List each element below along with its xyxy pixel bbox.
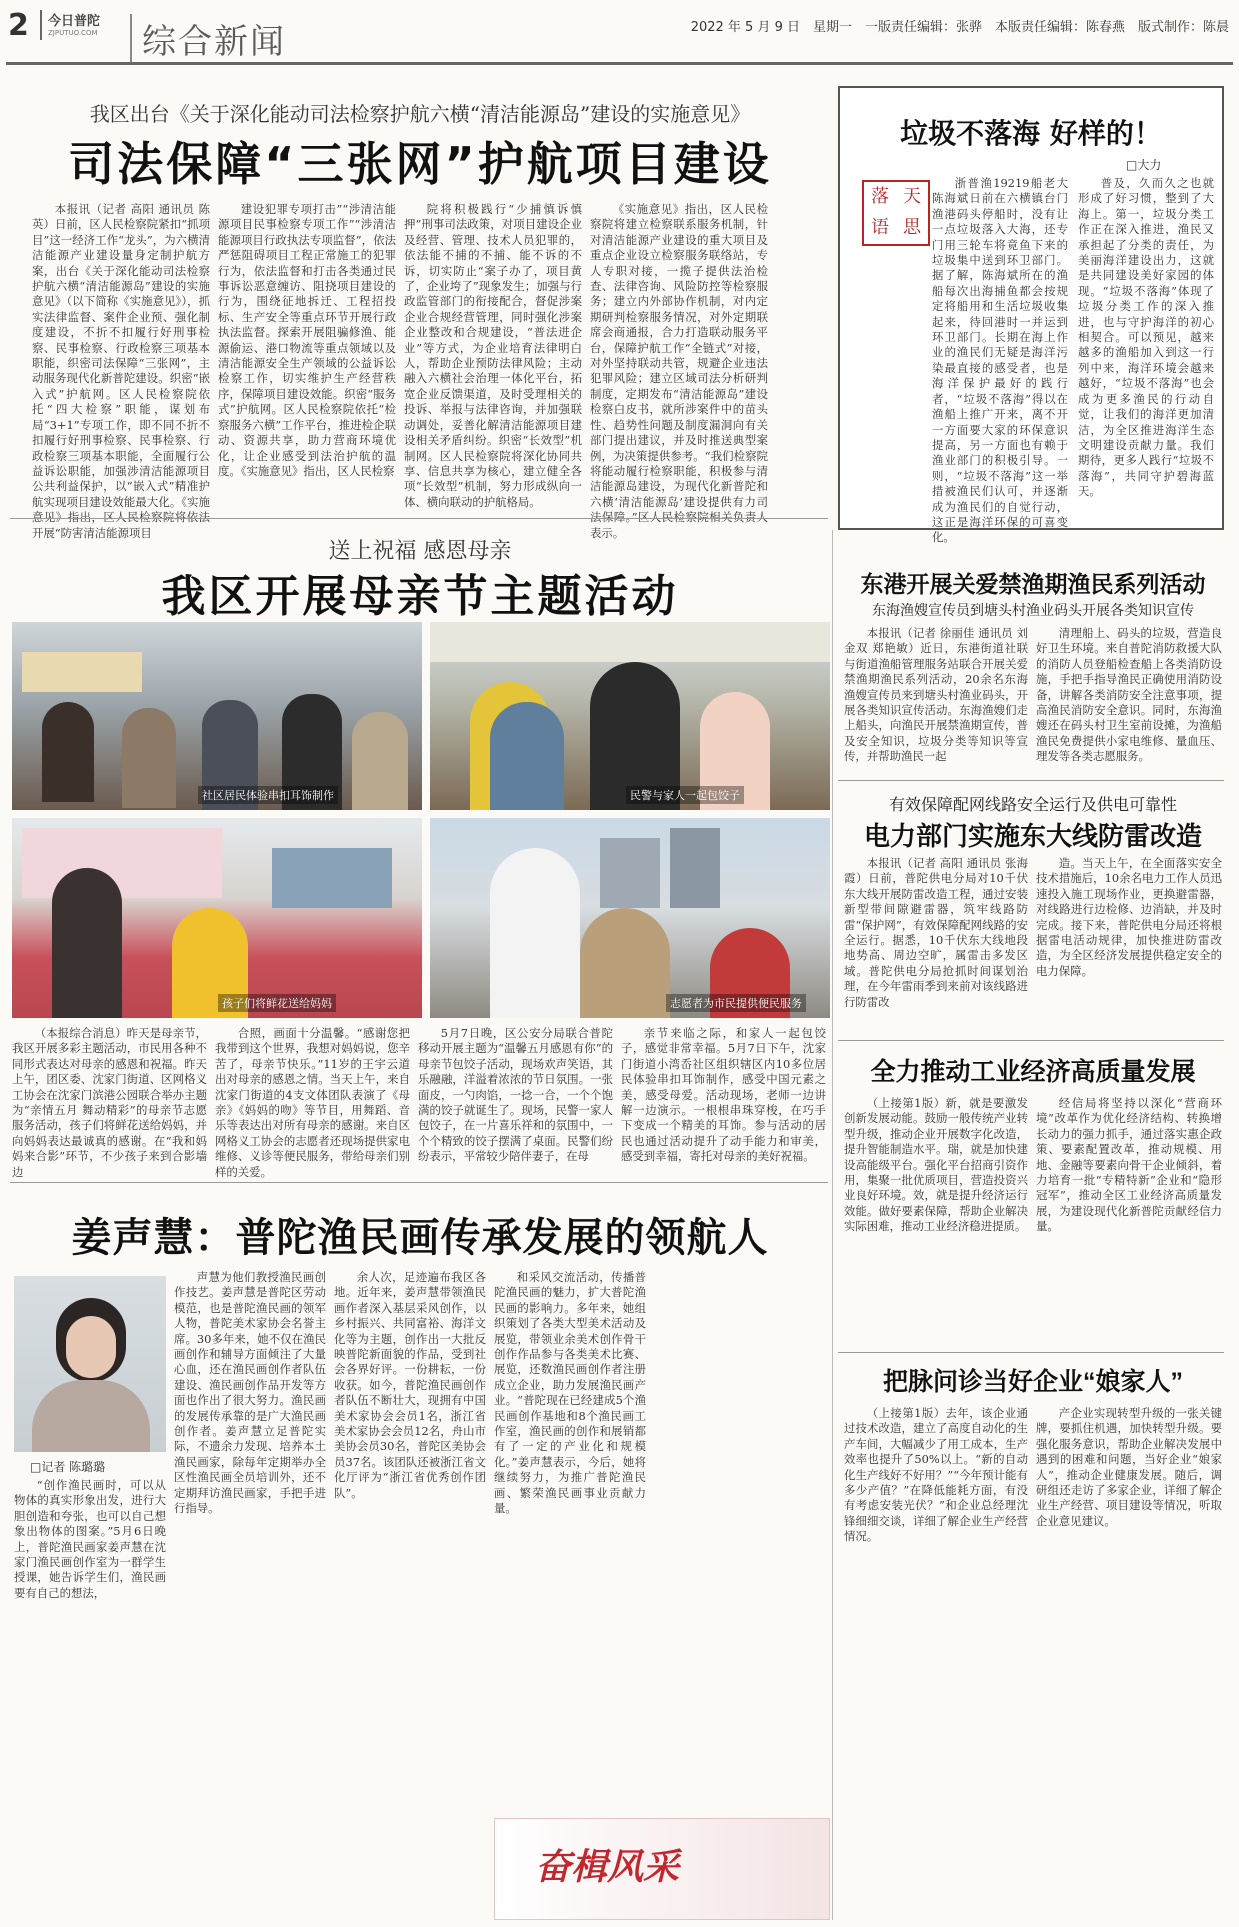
- mother-column-2: 合照，画面十分温馨。“感谢您把我带到这个世界，我想对妈妈说，您辛苦了，母亲节快乐。”11岁的王宇云道出对母亲的感恩之情。当天上午，来自沈家门街道的4支文体团队表演了《母亲》《妈妈的吻》等节目，用舞蹈、音乐等表达出对所有母亲的感谢。来自区网格义工协会的志愿者还现场提供家电维修、义诊等便民服务，带给母亲们别样的关爱。: [215, 1026, 410, 1179]
- donggang-column-2: 清理船上、码头的垃圾，营造良好卫生环境。来自普陀消防救援大队的消防人员登船检查船上各类消防设施，手把手指导渔民正确使用消防设备，讲解各类消防安全注意事项，提高渔民消防安全意识。同时，东海渔嫂还在码头村卫生室前设摊，为渔船渔民免费提供小家电维修、量血压、理发等各类志愿服务。: [1036, 626, 1222, 764]
- photo-flowers: [12, 818, 422, 1018]
- donggang-subhead: 东海渔嫂宣传员到塘头村渔业码头开展各类知识宣传: [872, 603, 1194, 619]
- stamp-char: 语: [871, 217, 889, 238]
- niangjia-column-2: 产企业实现转型升级的一张关键牌，要抓住机遇，加快转型升级。要强化服务意识，帮助企业解决发展中遇到的困难和问题，当好企业“娘家人”，推动企业健康发展。随后，调研组还走访了多家企业，详细了解企业生产经营、项目建设等情况，听取企业意见建议。: [1036, 1406, 1222, 1528]
- section-name: 综合新闻: [130, 14, 286, 63]
- section-divider: [10, 518, 828, 519]
- mother-column-4: 亲节来临之际，和家人一起包饺子，感觉非常幸福。5月7日下午，沈家门街道小湾岙社区组织辖区内10多位居民体验串扣耳饰制作，感受中国元素之美，感受母爱。活动现场，老师一边讲解一边演示。一根根串珠穿梭，在巧手下变成一个精美的耳饰。参与活动的居民也通过活动提升了动手能力和审美，感受到幸福，寄托对母亲的美好祝福。: [621, 1026, 826, 1164]
- lead-column-2: 建设犯罪专项打击”“涉清洁能源项目民事检察专项工作”“涉清洁能源项目行政执法专项监督”，依法严惩阻碍项目工程正常施工的犯罪行为，依法监督和打击各类通过民事诉讼恶意缠访、阻挠项目建设的行为，围绕征地拆迁、工程招投标、生产安全等重点环节开展行政执法监督。探索开展阻骗修渔、能源偷运、港口物流等重点领域以及清洁能源安全生产领域的公益诉讼检察工作，切实维护生产经营秩序，保障项目建设效能。织密“服务式”护航网。区人民检察院依托“检察服务六横”工作平台，推进检企联动、资源共享，助力营商环境优化，让企业感受到法治护航的温度。《实施意见》指出，区人民检察: [218, 202, 396, 478]
- mother-headline: 我区开展母亲节主题活动: [161, 571, 679, 622]
- column-stamp-box: [494, 1818, 830, 1920]
- jiang-column-2: 声慧为他们教授渔民画创作技艺。姜声慧是普陀区劳动模范，也是普陀渔民画的领军人物，普陀美术家协会名誉主席。30多年来，她不仅在渔民画创作和辅导方面倾注了大量心血，还在渔民画创作者队伍建设、渔民画创作品开发等方面也作出了很大努力。渔民画的发展传承靠的是广大渔民画创作者。姜声慧立足普陀实际，不遗余力发现、培养本土渔民画家，除每年定期举办全区性渔民画全员培训外，还不定期拜访渔民画家，手把手进行指导。: [174, 1270, 326, 1516]
- jiang-byline: □记者 陈璐璐: [30, 1460, 106, 1474]
- industry-column-1: （上接第1版）新，就是要激发创新发展动能。鼓励一般传统产业转型升级，推动企业开展数字化改造，提升智能制造水平。瑞，就是加快建设高能级平台。强化平台招商引资作用，集聚一批优质项目，营造投资兴业良好环境。效，就是提升经济运行效能。做好要素保障，帮助企业解决实际困难，推动工业经济稳进提质。: [844, 1096, 1028, 1234]
- section-divider: [838, 1040, 1224, 1041]
- lead-headline: 司法保障“三张网”护航项目建设: [68, 137, 772, 191]
- photo-caption: 孩子们将鲜花送给妈妈: [218, 994, 336, 1012]
- donggang-headline: 东港开展关爱禁渔期渔民系列活动: [860, 571, 1206, 597]
- paper-logo: [40, 10, 116, 40]
- power-column-2: 造。当天上午，在全面落实安全技术措施后，10余名电力工作人员迅速投入施工现场作业，更换避雷器，对线路进行边检修、边消缺，并及时完成。接下来，普陀供电分局还将根据雷电活动规律，加快推进防雷改造，为全区经济发展提供稳定安全的电力保障。: [1036, 856, 1222, 978]
- lead-kicker: 我区出台《关于深化能动司法检察护航六横“清洁能源岛”建设的实施意见》: [89, 102, 751, 126]
- power-column-1: 本报讯（记者 高阳 通讯员 张海霞）日前，普陀供电分局对10千伏东大线开展防雷改造工程，通过安装新型带间隙避雷器，筑牢线路防雷“保护网”，有效保障配网线路的安全运行。据悉，10千伏东大线地段地势高、周边空旷，属雷击多发区域。普陀供电分局抢抓时间谋划治理，在今年雷雨季到来前对该线路进行防雷改: [844, 856, 1028, 1009]
- page-number: 2: [8, 8, 29, 43]
- mother-column-1: （本报综合消息）昨天是母亲节，我区开展多彩主题活动，市民用各种不同形式表达对母亲的感恩和祝福。昨天上午，团区委、沈家门街道、区网格义工协会在沈家门滨港公园联合举办主题为“亲情五月 舞动精彩”的母亲节志愿服务活动，孩子们将鲜花送给妈妈，并向妈妈表达最诚真的感谢。在“我和妈妈来合影”环节，不少孩子来到合影墙边: [12, 1026, 207, 1179]
- industry-headline: 全力推动工业经济高质量发展: [870, 1058, 1196, 1086]
- power-kicker: 有效保障配网线路安全运行及供电可靠性: [888, 795, 1177, 814]
- section-divider: [838, 1352, 1224, 1353]
- lead-column-1: 本报讯（记者 高阳 通讯员 陈英）日前，区人民检察院紧扣“抓项目”这一经济工作“龙头”，为六横清洁能源产业建设量身定制护航方案，出台《关于深化能动司法检察护航六横“清洁能源岛”建设的实施意见》（以下简称《实施意见》），抓实法律监督、案件企业预、强化制度建设，不折不扣履行好刑事检察、民事检察、行政检察三项基本职能，织密司法保障“三张网”，主动服务现代化新普陀建设。织密“嵌入式”护航网。区人民检察院依托“四大检察”职能，谋划布局“3+1”专项工作，即不同不折不扣履行好刑事检察、民事检察、行政检察三项基本职能，全面履行公益诉讼职能，加强涉清洁能源项目公共利益保护，以“嵌入式”精准护航实现项目建设效能最大化。《实施 开展“防害清洁能源项目: [32, 202, 210, 540]
- photo-caption: 社区居民体验串扣耳饰制作: [198, 786, 338, 804]
- paper-name: 今日普陀: [48, 14, 101, 29]
- stamp-char: 天: [903, 186, 921, 207]
- jiang-column-4: 和采风交流活动，传播普陀渔民画的魅力，扩大普陀渔民画的影响力。多年来，她组织策划了各类大型美术活动及展览，带领业余美术创作骨干创作作品参与各类美术比赛、展览，还数渔民画创作者注册成立企业，助力发展渔民画产业。“普陀现在已经建成5个渔民画创作基地和8个渔民画工作室，渔民画的创作和展销都有了一定的产业化和规模化。”姜声慧表示，今后，她将继续努力，为推广普陀渔民画、繁荣渔民画事业贡献力量。: [494, 1270, 646, 1516]
- section-divider: [10, 1182, 828, 1183]
- jiang-headline: 姜声慧：普陀渔民画传承发展的领航人: [71, 1215, 769, 1261]
- photo-caption: 志愿者为市民提供便民服务: [666, 994, 806, 1012]
- mother-column-3: 5月7日晚，区公安分局联合普陀移动开展主题为“温馨五月感恩有你”的母亲节包饺子活动，现场欢声笑语，其乐融融，洋溢着浓浓的节日氛围。一张面皮，一勺肉馅，一捻一合，一个个饱满的饺子就诞生了。现场，民警一家人包饺子，在一片喜乐祥和的氛围中，一个个精致的饺子摆满了桌面。民警们纷纷表示，平常较少陪伴妻子，在母: [418, 1026, 613, 1164]
- dateline: 2022 年 5 月 9 日 星期一 一版责任编辑：张骅 本版责任编辑：陈春燕 版式制作：陈晨: [690, 20, 1229, 35]
- stamp-char: 落: [871, 186, 889, 207]
- photo-dumplings: [430, 622, 830, 810]
- portrait-photo: [14, 1276, 166, 1452]
- editorial-title: 垃圾不落海 好样的！: [900, 117, 1162, 150]
- niangjia-headline: 把脉问诊当好企业“娘家人”: [882, 1368, 1183, 1396]
- photo-earring-workshop: [12, 622, 422, 810]
- donggang-column-1: 本报讯（记者 徐丽佳 通讯员 刘金双 郑艳敏）近日，东港街道社联与街道渔船管理服务站联合开展关爱禁渔期渔民系列活动，20余名东海渔嫂宣传员来到塘头村渔业码头，开展各类知识宣传活动。东海渔嫂们走上船头，向渔民开展禁渔期宣传，普及安全知识，垃圾分类等知识等宣传，并帮助渔民一起: [844, 626, 1028, 764]
- editorial-column-2: 普及，久而久之也就形成了好习惯，整到了大海上。第一，垃圾分类工作正在深入推进，渔民又承担起了分类的责任，为美丽海洋建设出力，这就是共同建设美好家园的体现。“垃圾不落海”体现了垃圾分类工作的深入推进，也与守护海洋的初心相契合。可以预见，越来越多的渔船加入到这一行列中来，海洋环境会越来越好，“垃圾不落海”也会成为更多渔民的行动自觉，让我们的海洋更加清洁，为全区推进海洋生态文明建设贡献力量。我们期待，更多人践行“垃圾不落海”，共同守护碧海蓝天。: [1078, 176, 1214, 499]
- section-divider: [838, 780, 1224, 781]
- editorial-byline: □大力: [1126, 158, 1162, 172]
- industry-column-2: 经信局将坚持以深化“营商环境”改革作为优化经济结构、转换增长动力的强力抓手，通过落实惠企政策、要素配置改革，推动规模、用地、金融等要素向骨干企业倾斜，着力培育一批“专精特新”企业和“隐形冠军”，推动全区工业经济高质量发展，为建设现代化新普陀贡献经信力量。: [1036, 1096, 1222, 1234]
- column-divider: [832, 530, 833, 1920]
- paper-url: ZJPUTUO.COM: [48, 29, 98, 37]
- photo-volunteers: [430, 818, 830, 1018]
- lead-column-4: 《实施意见》指出，区人民检察院将建立检察联系服务机制，针对清洁能源产业建设的重大项目及重点企业设立检察服务联络站，专人专职对接，一揽子提供法治检查、法律咨询、风险防控等检察服务；建立内外部协作机制，对内定期研判检察服务情况，对外定期联席会商通报，合力打造联动服务平台，保障护航工作“全链式”对接，对外坚持联动共管，规避企业违法犯罪风险；建立区域司法分析研判制度，定期发布“清洁能源岛”建设检察白皮书，就所涉案件中的苗头性、趋势性问题及制度漏洞向有关部门提出建议，并及时推送典型案例，为决策提供参考。“我们检察院将能动履行检察职能，积极参与清洁能源岛建设，为现代化新普陀和六横‘清洁能源岛’建设提供有力司 表示。: [590, 202, 768, 540]
- editorial-column-1: 浙普渔19219船老大陈海斌日前在六横镇台门渔港码头停船时，没有让一点垃圾落入大海，还专门用三轮车将竟鱼下来的垃圾集中送到环卫部门。据了解，陈海斌所在的渔船每次出海捕鱼都会按规定将船用和生活垃圾收集起来，待回港时一并运到环卫部门。长期在海上作业的渔民们无疑是海洋污染最直接的感受者，也是海洋保护最好的践行者，“垃圾不落海”得以在渔船上推广开来，离不开一方面要大家的环保意识提高，另一方面也有赖于渔业部门的积极引导。一则，“垃圾不落海”这一举措被渔民们认可，并逐渐成为渔民们的自觉行动，这正是海洋环保的可喜变化。: [932, 176, 1068, 545]
- mother-kicker: 送上祝福 感恩母亲: [328, 539, 512, 564]
- photo-caption: 民警与家人一起包饺子: [626, 786, 744, 804]
- jiang-column-3: 余人次，足迹遍布我区各地。近年来，姜声慧带领渔民画作者深入基层采风创作，以乡村振兴、共同富裕、海洋文化等为主题，创作出一大批反映普陀新面貌的作品，受到社会各界好评。一份耕耘，一份收获。如今，普陀渔民画创作者队伍不断壮大，现拥有中国美术家协会会员1名，浙江省美术家协会会员12名，舟山市美协会员30名，普陀区美协会员37名。该团队还被浙江省文化厅评为“浙江省优秀创作团队”。: [334, 1270, 486, 1500]
- power-headline: 电力部门实施东大线防雷改造: [863, 821, 1202, 851]
- jiang-column-1: “创作渔民画时，可以从物体的真实形象出发，进行大胆创造和夸张，也可以自己想象出物体的图案。”5月6日晚上，普陀渔民画家姜声慧在沈家门渔民画创作室为一群学生授课，她告诉学生们，渔民画要有自己的想法，: [14, 1478, 166, 1600]
- niangjia-column-1: （上接第1版）去年，该企业通过技术改造，建立了高度自动化的生产车间，大幅减少了用工成本，生产效率也提升了50%以上。“新的自动化生产线好不好用？”“今年预计能有多少产值？”在降低能耗方面，有没有考虑安装光伏？”和企业总经理沈锋细细交谈，详细了解企业生产经营情况。: [844, 1406, 1028, 1544]
- masthead-rule: [6, 62, 1233, 65]
- stamp-char: 思: [903, 217, 921, 238]
- column-stamp: 奋楫风采: [535, 1847, 680, 1888]
- editorial-stamp: [862, 180, 930, 246]
- lead-column-3: 院将积极践行“少捕慎诉慎押”刑事司法政策，对项目建设企业及经营、管理、技术人员犯罪的，依法能不捕的不捕、能不诉的不诉，切实防止“案子办了，项目黄了，企业垮了”现象发生；加强与行政监管部门的衔接配合，督促涉案企业合规经营管理，同时强化涉案企业整改和合规建设，“普法进企业”等方式，为企业培育法律明白人，帮助企业预防法律风险；主动融入六横社会治理一体化平台，拓宽企业反馈渠道，及时受理相关的投诉、举报与法律咨询，并加强联动调处，妥善化解清洁能源项目建设相关矛盾纠纷。织密“长效型”机制网。区人民检察院将深化协同共享、信息共享为核心，建立健全各项“长效型”机制，努力形成纵向一体、横向联动的护航格局。: [404, 202, 582, 509]
